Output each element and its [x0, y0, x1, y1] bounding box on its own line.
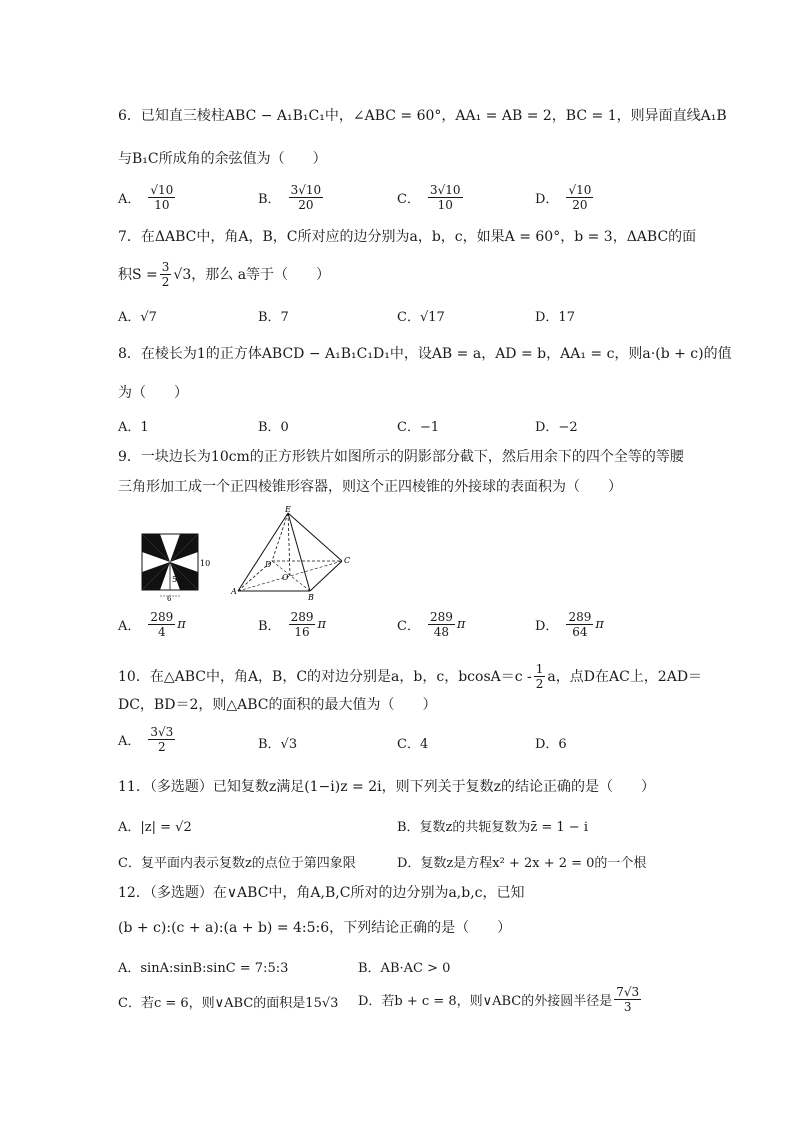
q10-option-a	[118, 725, 177, 754]
option-label: C．	[397, 619, 420, 634]
q12-line1: 12．（多选题）在∨ABC中，角A,B,C所对的边分别为a,b,c，已知	[118, 885, 525, 901]
q10-option-d: D．6	[535, 737, 567, 752]
label-B: B	[308, 593, 314, 600]
q12-line2: (b + c):(c + a):(a + b) = 4:5:6，下列结论正确的是（ ）	[118, 920, 512, 936]
q6-option-b	[258, 183, 325, 212]
option-fraction: $\frac{√10}{20}$	[568, 183, 592, 212]
q6-option-c	[397, 183, 465, 212]
q7-line1: 7．在ΔABC中，角A，B，C所对应的边分别为a，b，c，如果A = 60°，b = 3，ΔABC的面	[118, 229, 697, 245]
option-label: A．	[118, 734, 141, 749]
q11-option-c: C．复平面内表示复数z的点位于第四象限	[118, 856, 356, 871]
q7-fraction: $\frac{3}{2}$	[161, 260, 170, 289]
pi-symbol: π	[317, 617, 327, 632]
q9-option-c	[397, 610, 465, 639]
q12-option-b: B．AB·AC > 0	[358, 961, 451, 976]
option-fraction: $\frac{3√3}{2}$	[150, 725, 174, 754]
q6-line2: 与B₁C所成角的余弦值为（ ）	[118, 151, 327, 167]
pi-symbol: π	[456, 617, 466, 632]
q10-line1	[118, 662, 702, 691]
q12-option-a: A．sinA:sinB:sinC = 7:5:3	[118, 961, 289, 976]
q8-line1: 8．在棱长为1的正方体ABCD − A₁B₁C₁D₁中，设AB = a，AD = b，AA₁ = c，则a·(b + c)的值	[118, 346, 732, 362]
q7-line2-pre: 积S =	[118, 266, 158, 283]
q10-line1-pre: 10．在△ABC中，角A，B，C的对边分别是a，b，c，bcosA＝c -	[118, 668, 532, 685]
q11-option-b: B．复数z的共轭复数为z̄ = 1 − i	[397, 820, 588, 835]
option-fraction: $\frac{3√10}{10}$	[429, 183, 461, 212]
label-D: D	[265, 560, 272, 569]
q11-line1: 11．（多选题）已知复数z满足(1−i)z = 2i，则下列关于复数z的结论正确的是（ ）	[118, 779, 655, 795]
q8-option-b: B．0	[258, 420, 289, 435]
q8-option-c: C．−1	[397, 420, 440, 435]
label-O: O	[282, 573, 289, 582]
q10-line1-post: a，点D在AC上，2AD＝	[547, 668, 703, 685]
q7-option-b: B．7	[258, 310, 289, 325]
q8-option-d: D．−2	[535, 420, 578, 435]
label-A: A	[231, 587, 237, 596]
q7-line2-post: √3，那么 a等于（ ）	[173, 266, 331, 283]
q6-option-d	[535, 183, 595, 212]
q7-option-c: C．√17	[397, 310, 445, 325]
q9-option-a	[118, 610, 186, 639]
q12-optD-fraction: $\frac{7√3}{3}$	[616, 985, 640, 1014]
edge-EA	[238, 513, 288, 591]
q9-line1: 9．一块边长为10cm的正方形铁片如图所示的阴影部分截下，然后用余下的四个全等的等腰	[118, 449, 684, 465]
option-fraction: $\frac{289}{16}$	[290, 610, 314, 639]
q9-line2: 三角形加工成一个正四棱锥形容器，则这个正四棱锥的外接球的表面积为（ ）	[118, 479, 622, 495]
pi-symbol: π	[177, 617, 186, 632]
q12-option-c: C．若c = 6，则∨ABC的面积是15√3	[118, 996, 339, 1011]
q7-option-a: A．√7	[118, 310, 157, 325]
q10-line2: DC，BD＝2，则△ABC的面积的最大值为（ ）	[118, 697, 437, 713]
option-label: D．	[535, 192, 559, 207]
edge-ED	[272, 513, 288, 561]
fig-side-label: 10	[200, 559, 211, 568]
pi-symbol: π	[595, 617, 604, 632]
option-label: A．	[118, 192, 141, 207]
q11-option-a: A．|z| = √2	[118, 820, 192, 835]
label-C: C	[344, 556, 351, 565]
q7-line2	[118, 260, 330, 289]
q10-option-c: C．4	[397, 737, 429, 752]
height-EO	[288, 513, 290, 576]
option-label: A．	[118, 619, 141, 634]
option-fraction: $\frac{√10}{10}$	[150, 183, 174, 212]
label-E: E	[285, 505, 291, 514]
edge-EB	[288, 513, 310, 591]
q6-option-a	[118, 183, 177, 212]
option-label: B．	[258, 619, 281, 634]
option-fraction: $\frac{289}{4}$	[150, 610, 174, 639]
option-fraction: $\frac{289}{64}$	[568, 610, 592, 639]
q11-option-d: D．复数z是方程x² + 2x + 2 = 0的一个根	[397, 856, 647, 871]
q8-line2: 为（ ）	[118, 385, 188, 401]
fig-bottom-label: 6	[167, 595, 172, 602]
square-sheet-figure	[138, 530, 213, 602]
q12-option-d	[358, 985, 643, 1014]
option-label: B．	[258, 192, 281, 207]
q9-option-d	[535, 610, 604, 639]
q10-fraction: $\frac{1}{2}$	[535, 662, 544, 691]
fig-inner-label: 5	[172, 575, 178, 584]
q9-option-b	[258, 610, 326, 639]
q8-option-a: A．1	[118, 420, 149, 435]
q7-option-d: D．17	[535, 310, 575, 325]
edge-EC	[288, 513, 342, 561]
q6-line1: 6．已知直三棱柱ABC − A₁B₁C₁中，∠ABC = 60°，AA₁ = AB = 2，BC = 1，则异面直线A₁B	[118, 108, 727, 124]
q12-optD-pre: D．若b + c = 8，则∨ABC的外接圆半径是	[358, 994, 613, 1009]
option-label: C．	[397, 192, 420, 207]
option-fraction: $\frac{3√10}{20}$	[290, 183, 322, 212]
q10-option-b: B．√3	[258, 737, 298, 752]
option-label: D．	[535, 619, 559, 634]
pyramid-figure	[230, 505, 360, 600]
option-fraction: $\frac{289}{48}$	[429, 610, 453, 639]
